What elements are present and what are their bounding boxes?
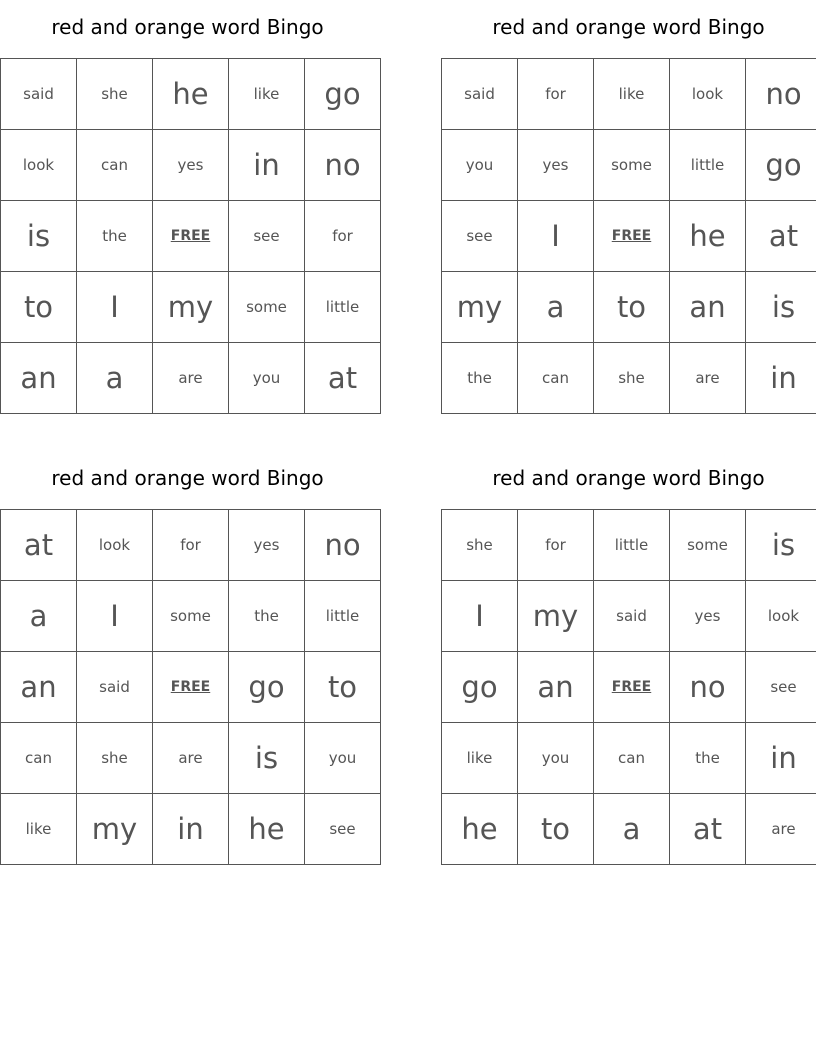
word-cell: my: [518, 581, 594, 652]
word-cell: some: [153, 581, 229, 652]
word-cell: look: [670, 59, 746, 130]
word-cell: are: [670, 343, 746, 414]
grid-row: [442, 272, 816, 343]
word-cell: yes: [518, 130, 594, 201]
free-space-cell: FREE: [594, 201, 670, 272]
word-cell: no: [305, 510, 381, 581]
word-cell: go: [442, 652, 518, 723]
word-cell: for: [518, 510, 594, 581]
word-cell: the: [670, 723, 746, 794]
grid-row: [1, 794, 381, 865]
word-cell: he: [229, 794, 305, 865]
grid-row: [442, 510, 816, 581]
grid-row: [442, 59, 816, 130]
word-cell: look: [746, 581, 816, 652]
word-cell: my: [77, 794, 153, 865]
word-cell: she: [594, 343, 670, 414]
word-cell: little: [305, 272, 381, 343]
word-cell: go: [229, 652, 305, 723]
word-cell: at: [1, 510, 77, 581]
word-cell: to: [594, 272, 670, 343]
word-cell: is: [1, 201, 77, 272]
grid-row: [1, 510, 381, 581]
word-cell: an: [518, 652, 594, 723]
word-cell: he: [153, 59, 229, 130]
word-cell: at: [305, 343, 381, 414]
word-cell: can: [1, 723, 77, 794]
word-cell: a: [594, 794, 670, 865]
grid-row: [1, 130, 381, 201]
bingo-grid: [0, 509, 381, 865]
word-cell: in: [229, 130, 305, 201]
word-cell: he: [442, 794, 518, 865]
grid-row: [1, 201, 381, 272]
word-cell: at: [670, 794, 746, 865]
free-space-cell: FREE: [153, 201, 229, 272]
grid-row: [1, 723, 381, 794]
word-cell: for: [305, 201, 381, 272]
grid-row: [442, 652, 816, 723]
word-cell: go: [746, 130, 816, 201]
card-title: red and orange word Bingo: [492, 15, 765, 39]
word-cell: she: [442, 510, 518, 581]
word-cell: see: [442, 201, 518, 272]
word-cell: in: [746, 343, 816, 414]
word-cell: can: [518, 343, 594, 414]
word-cell: the: [229, 581, 305, 652]
word-cell: look: [1, 130, 77, 201]
bingo-grid: [0, 58, 381, 414]
word-cell: to: [305, 652, 381, 723]
word-cell: said: [594, 581, 670, 652]
word-cell: see: [305, 794, 381, 865]
grid-row: [1, 581, 381, 652]
word-cell: no: [746, 59, 816, 130]
word-cell: you: [518, 723, 594, 794]
word-cell: in: [153, 794, 229, 865]
word-cell: I: [518, 201, 594, 272]
word-cell: look: [77, 510, 153, 581]
word-cell: is: [746, 272, 816, 343]
word-cell: yes: [229, 510, 305, 581]
word-cell: see: [229, 201, 305, 272]
word-cell: some: [229, 272, 305, 343]
word-cell: to: [1, 272, 77, 343]
word-cell: an: [670, 272, 746, 343]
word-cell: a: [77, 343, 153, 414]
word-cell: for: [518, 59, 594, 130]
grid-row: [1, 652, 381, 723]
word-cell: like: [229, 59, 305, 130]
grid-row: [442, 723, 816, 794]
word-cell: the: [77, 201, 153, 272]
word-cell: he: [670, 201, 746, 272]
word-cell: can: [594, 723, 670, 794]
grid-row: [442, 794, 816, 865]
card-title: red and orange word Bingo: [492, 466, 765, 490]
word-cell: for: [153, 510, 229, 581]
word-cell: little: [594, 510, 670, 581]
word-cell: I: [442, 581, 518, 652]
grid-row: [442, 201, 816, 272]
word-cell: is: [746, 510, 816, 581]
word-cell: some: [594, 130, 670, 201]
word-cell: an: [1, 652, 77, 723]
word-cell: you: [305, 723, 381, 794]
word-cell: can: [77, 130, 153, 201]
word-cell: see: [746, 652, 816, 723]
grid-row: [1, 343, 381, 414]
word-cell: like: [594, 59, 670, 130]
word-cell: a: [1, 581, 77, 652]
word-cell: you: [442, 130, 518, 201]
card-title: red and orange word Bingo: [51, 466, 324, 490]
word-cell: no: [670, 652, 746, 723]
word-cell: in: [746, 723, 816, 794]
word-cell: you: [229, 343, 305, 414]
grid-row: [442, 581, 816, 652]
word-cell: I: [77, 581, 153, 652]
card-title: red and orange word Bingo: [51, 15, 324, 39]
word-cell: to: [518, 794, 594, 865]
word-cell: said: [77, 652, 153, 723]
word-cell: some: [670, 510, 746, 581]
word-cell: are: [153, 343, 229, 414]
word-cell: is: [229, 723, 305, 794]
grid-row: [1, 59, 381, 130]
word-cell: my: [153, 272, 229, 343]
bingo-grid: [441, 58, 816, 414]
word-cell: yes: [670, 581, 746, 652]
word-cell: little: [670, 130, 746, 201]
word-cell: yes: [153, 130, 229, 201]
word-cell: a: [518, 272, 594, 343]
grid-row: [442, 343, 816, 414]
word-cell: little: [305, 581, 381, 652]
word-cell: like: [442, 723, 518, 794]
word-cell: said: [1, 59, 77, 130]
word-cell: no: [305, 130, 381, 201]
word-cell: an: [1, 343, 77, 414]
grid-row: [1, 272, 381, 343]
free-space-cell: FREE: [594, 652, 670, 723]
bingo-grid: [441, 509, 816, 865]
word-cell: she: [77, 723, 153, 794]
word-cell: are: [746, 794, 816, 865]
word-cell: said: [442, 59, 518, 130]
grid-row: [442, 130, 816, 201]
word-cell: at: [746, 201, 816, 272]
word-cell: the: [442, 343, 518, 414]
word-cell: she: [77, 59, 153, 130]
word-cell: are: [153, 723, 229, 794]
word-cell: like: [1, 794, 77, 865]
word-cell: go: [305, 59, 381, 130]
free-space-cell: FREE: [153, 652, 229, 723]
word-cell: my: [442, 272, 518, 343]
word-cell: I: [77, 272, 153, 343]
